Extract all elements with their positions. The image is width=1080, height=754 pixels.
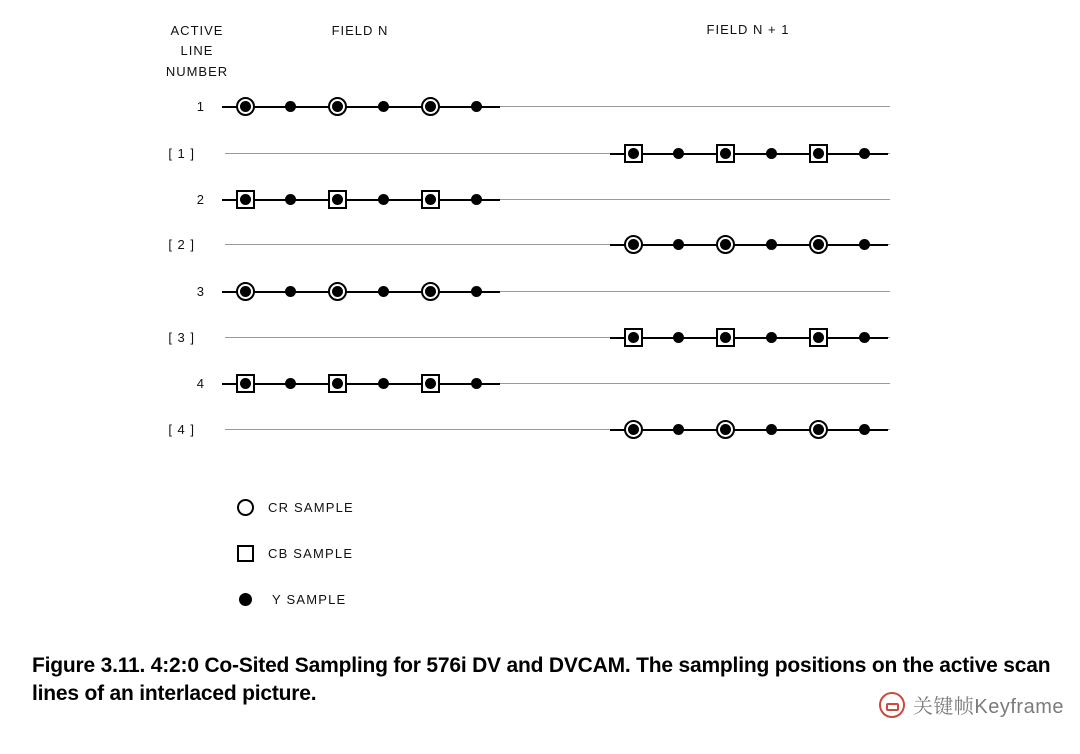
y-sample-marker (285, 378, 296, 389)
scan-line-row-3 (222, 199, 500, 201)
y-sample-marker (720, 424, 731, 435)
y-sample-marker (859, 424, 870, 435)
legend-label-y: Y SAMPLE (272, 592, 347, 607)
scan-line-row-6 (610, 337, 888, 339)
y-sample-marker (720, 239, 731, 250)
y-sample-marker (240, 101, 251, 112)
y-sample-marker (378, 286, 389, 297)
y-sample-marker (240, 286, 251, 297)
circle-outline-icon (237, 499, 254, 516)
scan-line-row-1 (222, 106, 500, 108)
watermark (879, 690, 1064, 719)
y-sample-marker (425, 194, 436, 205)
y-sample-marker (378, 378, 389, 389)
y-sample-marker (240, 194, 251, 205)
y-sample-marker (859, 332, 870, 343)
row-label-4: [ 2 ] (168, 237, 195, 252)
row-label-8: [ 4 ] (168, 422, 195, 437)
y-sample-marker (285, 286, 296, 297)
y-sample-marker (378, 101, 389, 112)
y-sample-marker (628, 239, 639, 250)
y-sample-marker (471, 101, 482, 112)
active-line-header-2: LINE (180, 43, 214, 58)
y-sample-marker (720, 332, 731, 343)
y-sample-marker (813, 332, 824, 343)
y-sample-marker (425, 101, 436, 112)
keyframe-logo-icon (879, 692, 905, 718)
row-label-2: [ 1 ] (168, 146, 195, 161)
active-line-header-3: NUMBER (165, 64, 229, 79)
y-sample-marker (285, 101, 296, 112)
scan-line-row-7 (222, 383, 500, 385)
y-sample-marker (628, 424, 639, 435)
row-label-7: 4 (196, 376, 205, 391)
y-sample-marker (471, 194, 482, 205)
row-label-3: 2 (196, 192, 205, 207)
y-sample-marker (332, 286, 343, 297)
field-n1-header: FIELD N + 1 (706, 22, 790, 37)
row-label-6: [ 3 ] (168, 330, 195, 345)
figure-caption: Figure 3.11. 4:2:0 Co-Sited Sampling for 576i DV and DVCAM. The sampling positions on the active scan lines of an interlaced picture. (32, 654, 1051, 706)
filled-dot-icon (239, 593, 252, 606)
y-sample-marker (766, 148, 777, 159)
legend-label-cb: CB SAMPLE (268, 546, 354, 561)
y-sample-marker (378, 194, 389, 205)
y-sample-marker (813, 148, 824, 159)
square-outline-icon (237, 545, 254, 562)
y-sample-marker (240, 378, 251, 389)
y-sample-marker (285, 194, 296, 205)
y-sample-marker (673, 424, 684, 435)
y-sample-marker (720, 148, 731, 159)
y-sample-marker (673, 332, 684, 343)
y-sample-marker (471, 286, 482, 297)
y-sample-marker (628, 148, 639, 159)
y-sample-marker (813, 239, 824, 250)
y-sample-marker (813, 424, 824, 435)
watermark-text: 关键帧Keyframe (912, 696, 1064, 718)
y-sample-marker (673, 239, 684, 250)
y-sample-marker (628, 332, 639, 343)
active-line-header-1: ACTIVE (170, 23, 224, 38)
y-sample-marker (332, 194, 343, 205)
y-sample-marker (425, 378, 436, 389)
y-sample-marker (859, 239, 870, 250)
scan-line-row-2 (610, 153, 888, 155)
scan-line-row-4 (610, 244, 888, 246)
y-sample-marker (859, 148, 870, 159)
y-sample-marker (766, 332, 777, 343)
legend-label-cr: CR SAMPLE (268, 500, 354, 515)
row-label-1: 1 (196, 99, 205, 114)
y-sample-marker (332, 378, 343, 389)
row-label-5: 3 (196, 284, 205, 299)
y-sample-marker (471, 378, 482, 389)
field-n-header: FIELD N (331, 23, 389, 38)
y-sample-marker (673, 148, 684, 159)
scan-line-row-5 (222, 291, 500, 293)
y-sample-marker (332, 101, 343, 112)
y-sample-marker (766, 424, 777, 435)
scan-line-row-8 (610, 429, 888, 431)
y-sample-marker (766, 239, 777, 250)
y-sample-marker (425, 286, 436, 297)
